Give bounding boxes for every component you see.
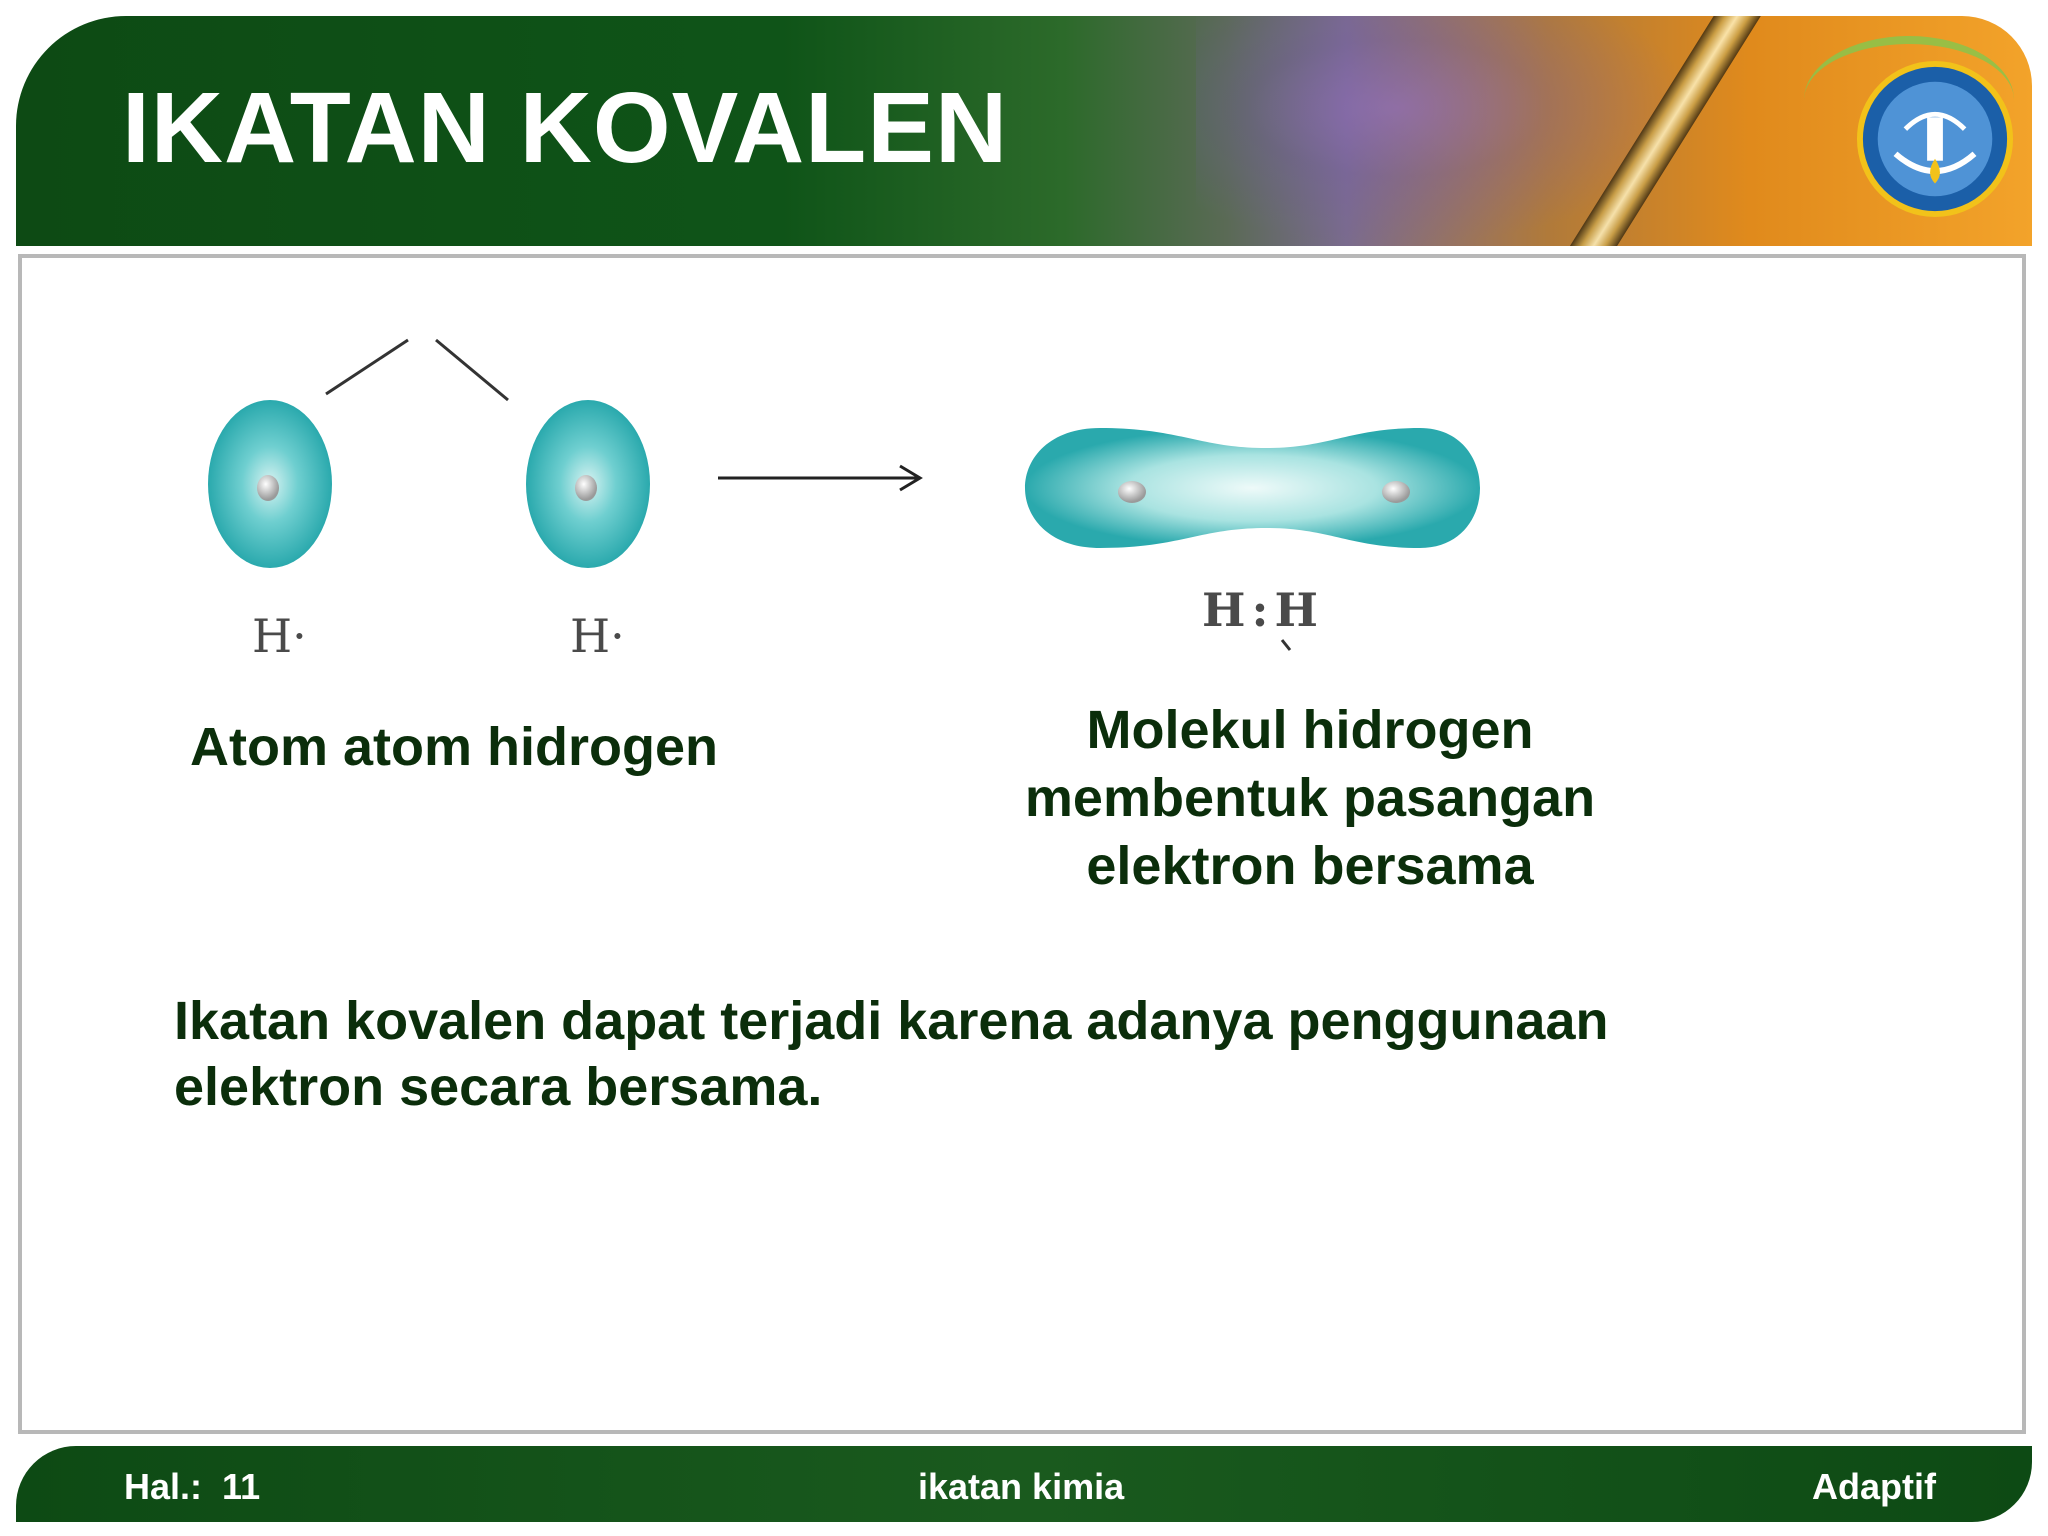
atoms-caption: Atom atom hidrogen — [190, 717, 718, 777]
molecule-nucleus-right — [1382, 481, 1410, 503]
nucleus-right — [575, 475, 597, 501]
bond-line-left — [326, 340, 408, 394]
electron-pair-mark — [1282, 640, 1290, 650]
hydrogen-molecule — [1025, 428, 1480, 548]
body-text: Ikatan kovalen dapat terjadi karena adanya penggunaan elektron secara bersama. — [174, 991, 1609, 1117]
molecule-label: H:H — [1202, 583, 1324, 637]
page-indicator — [124, 1466, 260, 1508]
slide-footer — [16, 1446, 2032, 1522]
nucleus-left — [257, 475, 279, 501]
slide-title: IKATAN KOVALEN — [122, 72, 1009, 184]
footer-category: Adaptif — [1812, 1466, 1936, 1507]
atom-right-label: H· — [570, 609, 625, 663]
molecule-nucleus-left — [1118, 481, 1146, 503]
bond-line-right — [436, 340, 508, 400]
footer-topic: ikatan kimia — [918, 1466, 1125, 1507]
page-label: Hal.: — [124, 1466, 203, 1507]
atom-left-label: H· — [252, 609, 307, 663]
molecule-caption: Molekul hidrogen membentuk pasangan elektron bersama — [1024, 700, 1596, 896]
page-number: 11 — [222, 1466, 261, 1507]
